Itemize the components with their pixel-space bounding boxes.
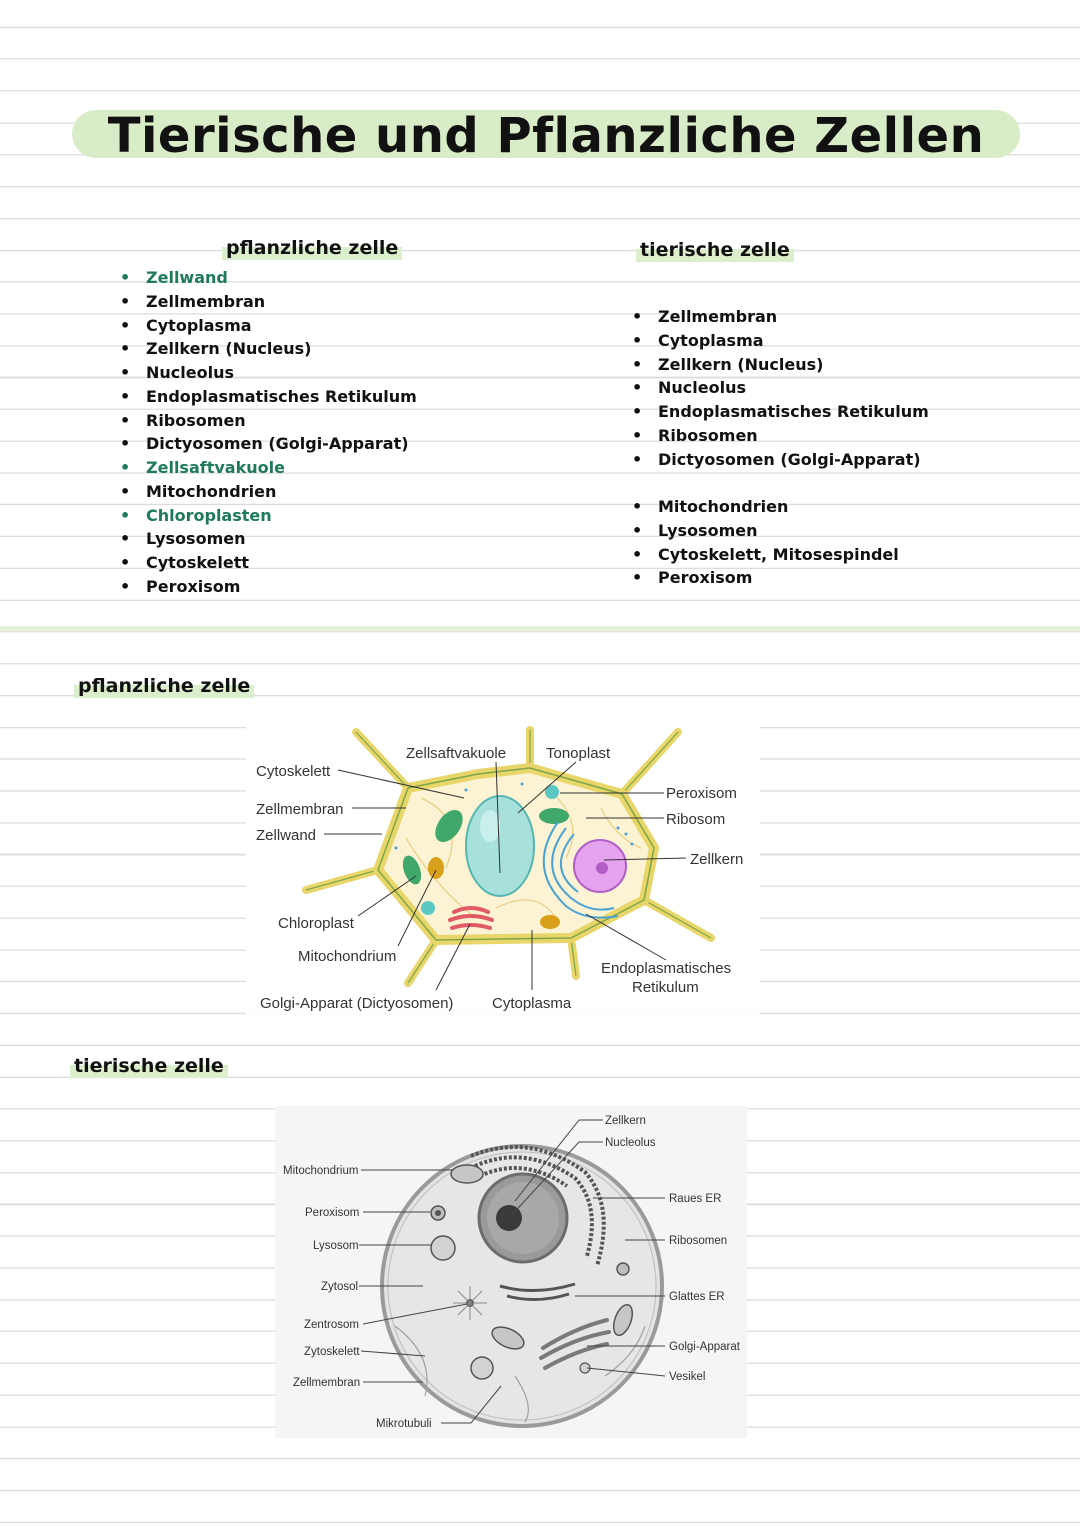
section-divider — [0, 626, 1080, 631]
vacuole — [466, 796, 534, 896]
animal-list-item: • Ribosomen — [632, 424, 929, 448]
label-nucleolus: Nucleolus — [605, 1137, 656, 1149]
plant-list-item: • Zellkern (Nucleus) — [120, 337, 417, 361]
animal-list-item: • Mitochondrien — [632, 495, 929, 519]
label-zytoskelett: Zytoskelett — [304, 1346, 360, 1358]
label-zellkern: Zellkern — [690, 851, 744, 868]
label-golgi: Golgi-Apparat (Dictyosomen) — [260, 995, 454, 1012]
lysosome — [431, 1236, 455, 1260]
label-mikrotubuli: Mikrotubuli — [376, 1418, 432, 1430]
label-zellwand: Zellwand — [256, 827, 317, 844]
animal-list-item: • Cytoplasma — [632, 329, 929, 353]
label-lysosom: Lysosom — [313, 1240, 359, 1252]
plant-list-item: • Zellwand — [120, 266, 417, 290]
label-ribosom: Ribosom — [666, 811, 726, 828]
animal-list-item: • Zellmembran — [632, 305, 929, 329]
plant-list-item: • Mitochondrien — [120, 480, 417, 504]
label-zellkern: Zellkern — [605, 1115, 646, 1127]
label-ribosomen: Ribosomen — [669, 1235, 728, 1247]
plant-list-item: • Endoplasmatisches Retikulum — [120, 385, 417, 409]
plant-cell-diagram — [246, 718, 760, 1014]
plant-list-item: • Ribosomen — [120, 409, 417, 433]
plant-list-item: • Cytoskelett — [120, 551, 417, 575]
plant-list-item: • Chloroplasten — [120, 504, 417, 528]
label-zentrosom: Zentrosom — [304, 1319, 359, 1331]
label-golgi: Golgi-Apparat — [669, 1341, 740, 1353]
label-cytoskelett: Cytoskelett — [256, 763, 331, 780]
animal-list-item: • Endoplasmatisches Retikulum — [632, 400, 929, 424]
animal-cell-diagram — [275, 1106, 747, 1438]
label-zytosol: Zytosol — [321, 1281, 359, 1293]
animal-list-item: • Dictyosomen (Golgi-Apparat) — [632, 448, 929, 472]
animal-list-item: • Nucleolus — [632, 376, 929, 400]
label-mitochondrium: Mitochondrium — [283, 1165, 359, 1177]
label-er-line1: Endoplasmatisches — [601, 960, 732, 977]
animal-organelle-list — [632, 305, 929, 590]
mitochondrion — [451, 1165, 483, 1183]
plant-list-item: • Zellsaftvakuole — [120, 456, 417, 480]
label-chloroplast: Chloroplast — [278, 915, 354, 932]
animal-list-heading: tierische zelle — [636, 238, 794, 262]
label-glattes-er: Glattes ER — [669, 1291, 725, 1303]
plant-list-item: • Dictyosomen (Golgi-Apparat) — [120, 432, 417, 456]
mitochondrion — [428, 857, 444, 879]
page-title: Tierische und Pflanzliche Zellen — [107, 108, 985, 164]
plant-list-item: • Peroxisom — [120, 575, 417, 599]
plant-list-item: • Cytoplasma — [120, 314, 417, 338]
label-raues-er: Raues ER — [669, 1193, 722, 1205]
label-peroxisom: Peroxisom — [305, 1207, 360, 1219]
animal-list-item: • Cytoskelett, Mitosespindel — [632, 543, 929, 567]
label-er-line2: Retikulum — [632, 979, 699, 996]
label-zellmembran: Zellmembran — [293, 1377, 361, 1389]
animal-list-item: • Lysosomen — [632, 519, 929, 543]
label-tonoplast: Tonoplast — [546, 745, 611, 762]
label-peroxisom: Peroxisom — [666, 785, 737, 802]
plant-organelle-list — [120, 266, 417, 599]
animal-list-item: • Peroxisom — [632, 566, 929, 590]
animal-diagram-heading: tierische zelle — [70, 1054, 228, 1078]
label-vesikel: Vesikel — [669, 1371, 706, 1383]
label-cytoplasma: Cytoplasma — [492, 995, 572, 1012]
animal-list-item: • Zellkern (Nucleus) — [632, 353, 929, 377]
label-mitochondrium: Mitochondrium — [298, 948, 397, 965]
plant-list-heading: pflanzliche zelle — [222, 236, 402, 260]
plant-cell-svg — [246, 718, 760, 1014]
plant-list-item: • Zellmembran — [120, 290, 417, 314]
plant-diagram-heading: pflanzliche zelle — [74, 674, 254, 698]
label-zellmembran: Zellmembran — [256, 801, 344, 818]
plant-list-item: • Lysosomen — [120, 527, 417, 551]
animal-cell-svg — [275, 1106, 747, 1438]
plant-list-item: • Nucleolus — [120, 361, 417, 385]
label-zellsaftvakuole: Zellsaftvakuole — [406, 745, 507, 762]
